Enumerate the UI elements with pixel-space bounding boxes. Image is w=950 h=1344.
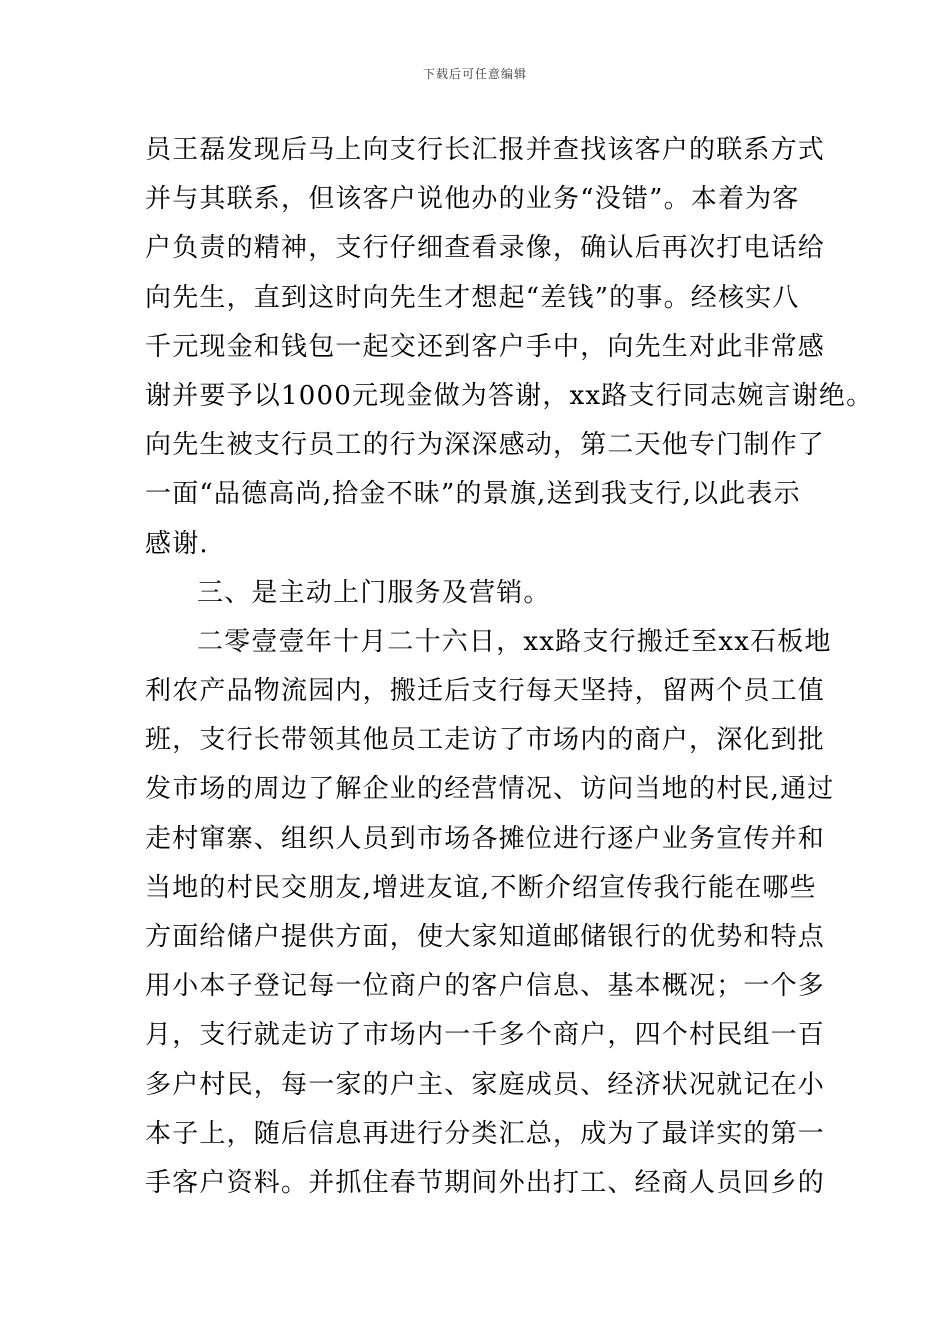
text-line: 班，支行长带领其他员工走访了市场内的商户，深化到批 (145, 725, 826, 756)
text-line: 当地的村民交朋友,增进友谊,不断介绍宣传我行能在哪些 (145, 872, 817, 903)
text-line: 手客户资料。并抓住春节期间外出打工、经商人员回乡的 (145, 1167, 826, 1198)
paragraph-2 (145, 618, 835, 1208)
text-line: 并与其联系，但该客户说他办的业务“没错”。本着为客 (145, 184, 800, 215)
text-line: 员王磊发现后马上向支行长汇报并查找该客户的联系方式 (145, 135, 826, 165)
text-line: 向先生被支行员工的行为深深感动，第二天他专门制作了 (145, 430, 826, 461)
text-line: 利农产品物流园内，搬迁后支行每天坚持，留两个员工值 (145, 676, 826, 707)
heading-line: 三、是主动上门服务及营销。 (197, 577, 551, 608)
text-line: 方面给储户提供方面，使大家知道邮储银行的优势和特点 (145, 922, 826, 952)
text-line: 月，支行就走访了市场内一千多个商户，四个村民组一百 (145, 1020, 826, 1051)
text-line: 户负责的精神，支行仔细查看录像，确认后再次打电话给 (145, 233, 826, 264)
text-line: 向先生，直到这时向先生才想起“差钱”的事。经核实八 (145, 282, 800, 313)
text-line: 感谢. (145, 528, 209, 559)
text-line: 一面“品德高尚,拾金不昧”的景旗,送到我支行,以此表示 (145, 479, 801, 510)
page-header: 下载后可任意编辑 (422, 67, 527, 81)
section-heading (145, 569, 825, 618)
text-line: 用小本子登记每一位商户的客户信息、基本概况；一个多 (145, 971, 826, 1002)
text-line: 本子上，随后信息再进行分类汇总，成为了最详实的第一 (145, 1118, 826, 1149)
text-line: 二零壹壹年十月二十六日，xx路支行搬迁至xx石板地 (197, 626, 832, 657)
text-line: 谢并要予以1000元现金做为答谢，xx路支行同志婉言谢绝。 (145, 380, 874, 411)
text-line: 多户村民，每一家的户主、家庭成员、经济状况就记在小 (145, 1069, 826, 1100)
text-line: 走村窜寨、组织人员到市场各摊位进行逐户业务宣传并和 (145, 823, 826, 854)
document-body (145, 126, 874, 1208)
text-line: 发市场的周边了解企业的经营情况、访问当地的村民,通过 (145, 774, 835, 805)
paragraph-1 (145, 126, 874, 569)
text-line: 千元现金和钱包一起交还到客户手中，向先生对此非常感 (145, 331, 826, 362)
